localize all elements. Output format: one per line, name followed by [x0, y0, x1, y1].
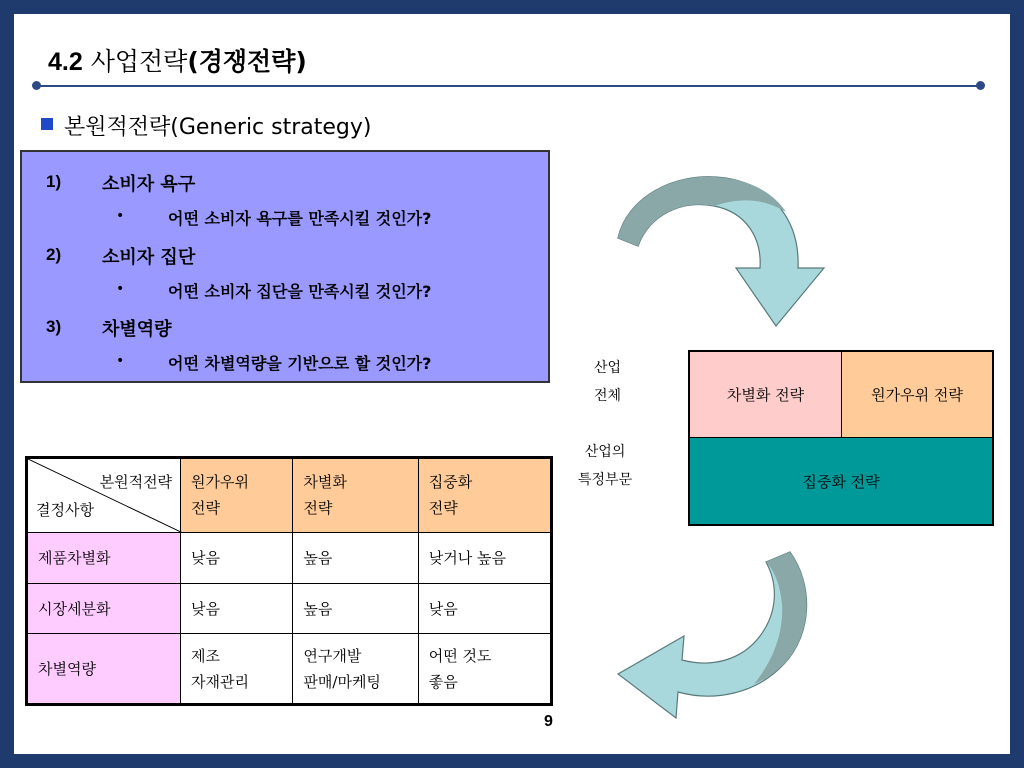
row-header: 시장세분화: [27, 583, 181, 634]
table-cell: 낮음: [181, 532, 293, 583]
item-heading: 차별역량: [102, 319, 172, 340]
cell-line: 연구개발: [303, 646, 362, 665]
item-question: 어떤 차별역량을 기반으로 할 것인가?: [168, 354, 432, 373]
item-number: 2): [46, 245, 62, 264]
side-label-line: 전체: [594, 388, 622, 404]
table-cell: 낮음: [181, 583, 293, 634]
title-number: 4.2: [48, 48, 83, 76]
side-label-line: 산업: [594, 360, 622, 376]
table-cell: 낮거나 높음: [418, 532, 551, 583]
table-cell: 높음: [293, 532, 418, 583]
column-header-line: 차별화: [303, 473, 347, 492]
slide: [14, 14, 1010, 754]
page-number: 9: [544, 713, 553, 730]
item-question: 어떤 소비자 욕구를 만족시킬 것인가?: [168, 209, 432, 228]
cell-line: 제조: [191, 646, 221, 665]
item-heading: 소비자 집단: [102, 247, 196, 268]
item-number: 1): [46, 172, 62, 191]
column-header-line: 전략: [191, 499, 221, 518]
column-header-line: 원가우위: [191, 473, 250, 492]
title-paren: (경쟁전략): [187, 47, 307, 76]
row-header: 차별역량: [27, 634, 181, 705]
subtitle: 본원적전략(Generic strategy): [64, 115, 372, 140]
item-question: 어떤 소비자 집단을 만족시킬 것인가?: [168, 282, 432, 301]
bullet-dot-icon: •: [116, 281, 125, 297]
cell-line: 판매/마케팅: [303, 672, 381, 691]
side-label-line: 특정부문: [578, 472, 633, 488]
item-number: 3): [46, 317, 62, 336]
bullet-dot-icon: •: [116, 353, 125, 369]
cost-leadership-strategy-cell: 원가우위 전략: [842, 352, 992, 438]
table-cell: 낮음: [418, 583, 551, 634]
cell-line: 자재관리: [191, 672, 250, 691]
curved-arrows: [14, 14, 1010, 754]
corner-decision-label: 결정사항: [36, 501, 94, 519]
bullet-dot-icon: •: [116, 208, 125, 224]
differentiation-strategy-cell: 차별화 전략: [690, 352, 842, 438]
row-header: 제품차별화: [27, 532, 181, 583]
column-header-line: 전략: [303, 499, 333, 518]
item-heading: 소비자 욕구: [102, 174, 196, 195]
cell-line: 좋음: [428, 672, 458, 691]
column-header-line: 집중화: [428, 473, 473, 492]
title-text: 사업전략: [90, 47, 188, 76]
cell-line: 어떤 것도: [428, 646, 492, 665]
corner-strategy-label: 본원적전략: [99, 473, 173, 491]
table-cell: 높음: [293, 583, 418, 634]
focus-strategy-cell: 집중화 전략: [690, 438, 992, 524]
side-label-line: 산업의: [584, 444, 626, 460]
column-header-line: 전략: [428, 499, 458, 518]
